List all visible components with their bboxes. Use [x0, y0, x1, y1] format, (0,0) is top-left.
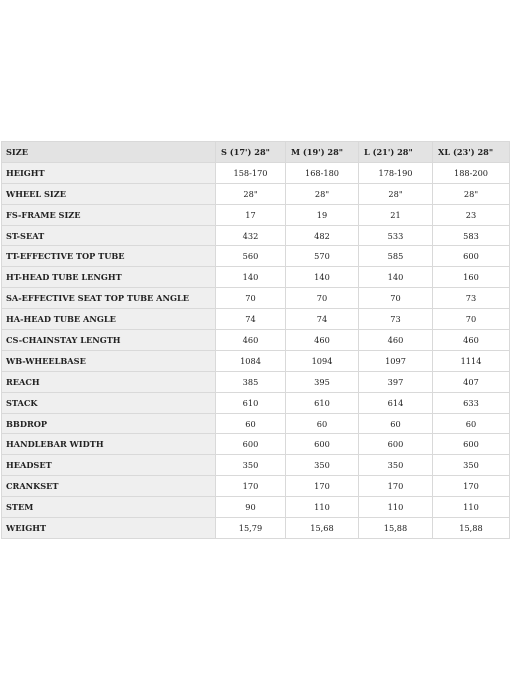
table-row — [2, 350, 510, 371]
table-cell: 600 — [286, 434, 359, 455]
row-label: SA-EFFECTIVE SEAT TOP TUBE ANGLE — [2, 288, 216, 309]
table-cell: 23 — [433, 204, 510, 225]
table-row — [2, 434, 510, 455]
row-label: STEM — [2, 497, 216, 518]
table-cell: 533 — [359, 225, 433, 246]
table-cell: 140 — [216, 267, 286, 288]
table-cell: 432 — [216, 225, 286, 246]
table-cell: 560 — [216, 246, 286, 267]
table-cell: 482 — [286, 225, 359, 246]
table-cell: 110 — [286, 497, 359, 518]
table-row — [2, 183, 510, 204]
table-cell: 90 — [216, 497, 286, 518]
table-cell: 1084 — [216, 350, 286, 371]
table-cell: 610 — [216, 392, 286, 413]
table-row — [2, 288, 510, 309]
table-cell: 614 — [359, 392, 433, 413]
table-cell: 73 — [359, 309, 433, 330]
geometry-table — [1, 141, 510, 539]
table-cell: 70 — [359, 288, 433, 309]
row-label: ST-SEAT — [2, 225, 216, 246]
table-row — [2, 455, 510, 476]
row-label: HEIGHT — [2, 162, 216, 183]
table-cell: 74 — [286, 309, 359, 330]
table-row — [2, 225, 510, 246]
table-cell: 395 — [286, 371, 359, 392]
table-row — [2, 413, 510, 434]
table-cell: 1094 — [286, 350, 359, 371]
table-cell: 21 — [359, 204, 433, 225]
row-label: HEADSET — [2, 455, 216, 476]
table-cell: 60 — [359, 413, 433, 434]
row-label: TT-EFFECTIVE TOP TUBE — [2, 246, 216, 267]
table-cell: 110 — [359, 497, 433, 518]
table-cell: 28" — [359, 183, 433, 204]
table-cell: 140 — [286, 267, 359, 288]
table-cell: 168-180 — [286, 162, 359, 183]
geometry-table-container — [1, 141, 509, 539]
row-label: HANDLEBAR WIDTH — [2, 434, 216, 455]
table-cell: 397 — [359, 371, 433, 392]
row-label: WEIGHT — [2, 518, 216, 539]
table-cell: 460 — [216, 330, 286, 351]
table-row — [2, 309, 510, 330]
row-label: CS-CHAINSTAY LENGTH — [2, 330, 216, 351]
table-cell: 600 — [359, 434, 433, 455]
row-label: HT-HEAD TUBE LENGHT — [2, 267, 216, 288]
table-row — [2, 518, 510, 539]
table-cell: 60 — [286, 413, 359, 434]
table-cell: 140 — [359, 267, 433, 288]
table-cell: 60 — [216, 413, 286, 434]
table-cell: 170 — [359, 476, 433, 497]
table-row — [2, 476, 510, 497]
table-header-row — [2, 142, 510, 163]
header-size: SIZE — [2, 142, 216, 163]
table-cell: 350 — [286, 455, 359, 476]
row-label: CRANKSET — [2, 476, 216, 497]
table-cell: 460 — [433, 330, 510, 351]
table-cell: 460 — [359, 330, 433, 351]
table-cell: 610 — [286, 392, 359, 413]
header-l: L (21') 28" — [359, 142, 433, 163]
row-label: BBDROP — [2, 413, 216, 434]
table-cell: 15,88 — [359, 518, 433, 539]
table-cell: 407 — [433, 371, 510, 392]
table-cell: 110 — [433, 497, 510, 518]
table-cell: 158-170 — [216, 162, 286, 183]
table-cell: 188-200 — [433, 162, 510, 183]
row-label: WB-WHEELBASE — [2, 350, 216, 371]
table-row — [2, 392, 510, 413]
table-cell: 385 — [216, 371, 286, 392]
header-m: M (19') 28" — [286, 142, 359, 163]
table-cell: 28" — [216, 183, 286, 204]
table-row — [2, 267, 510, 288]
table-cell: 600 — [433, 434, 510, 455]
table-cell: 60 — [433, 413, 510, 434]
table-cell: 1114 — [433, 350, 510, 371]
row-label: FS-FRAME SIZE — [2, 204, 216, 225]
table-cell: 28" — [286, 183, 359, 204]
table-row — [2, 246, 510, 267]
table-cell: 600 — [433, 246, 510, 267]
row-label: STACK — [2, 392, 216, 413]
table-cell: 570 — [286, 246, 359, 267]
table-cell: 28" — [433, 183, 510, 204]
table-row — [2, 204, 510, 225]
table-cell: 15,79 — [216, 518, 286, 539]
table-cell: 350 — [433, 455, 510, 476]
table-cell: 160 — [433, 267, 510, 288]
table-cell: 600 — [216, 434, 286, 455]
table-cell: 15,88 — [433, 518, 510, 539]
table-row — [2, 371, 510, 392]
table-cell: 73 — [433, 288, 510, 309]
header-xl: XL (23') 28" — [433, 142, 510, 163]
table-cell: 19 — [286, 204, 359, 225]
table-cell: 1097 — [359, 350, 433, 371]
table-cell: 70 — [286, 288, 359, 309]
table-cell: 585 — [359, 246, 433, 267]
table-cell: 350 — [216, 455, 286, 476]
header-s: S (17') 28" — [216, 142, 286, 163]
table-row — [2, 330, 510, 351]
row-label: HA-HEAD TUBE ANGLE — [2, 309, 216, 330]
table-cell: 15,68 — [286, 518, 359, 539]
table-cell: 170 — [216, 476, 286, 497]
table-cell: 17 — [216, 204, 286, 225]
table-cell: 178-190 — [359, 162, 433, 183]
table-cell: 74 — [216, 309, 286, 330]
table-row — [2, 497, 510, 518]
row-label: REACH — [2, 371, 216, 392]
table-cell: 460 — [286, 330, 359, 351]
table-cell: 70 — [216, 288, 286, 309]
table-cell: 633 — [433, 392, 510, 413]
table-cell: 170 — [433, 476, 510, 497]
table-cell: 350 — [359, 455, 433, 476]
table-row — [2, 162, 510, 183]
table-cell: 170 — [286, 476, 359, 497]
row-label: WHEEL SIZE — [2, 183, 216, 204]
table-cell: 583 — [433, 225, 510, 246]
table-cell: 70 — [433, 309, 510, 330]
